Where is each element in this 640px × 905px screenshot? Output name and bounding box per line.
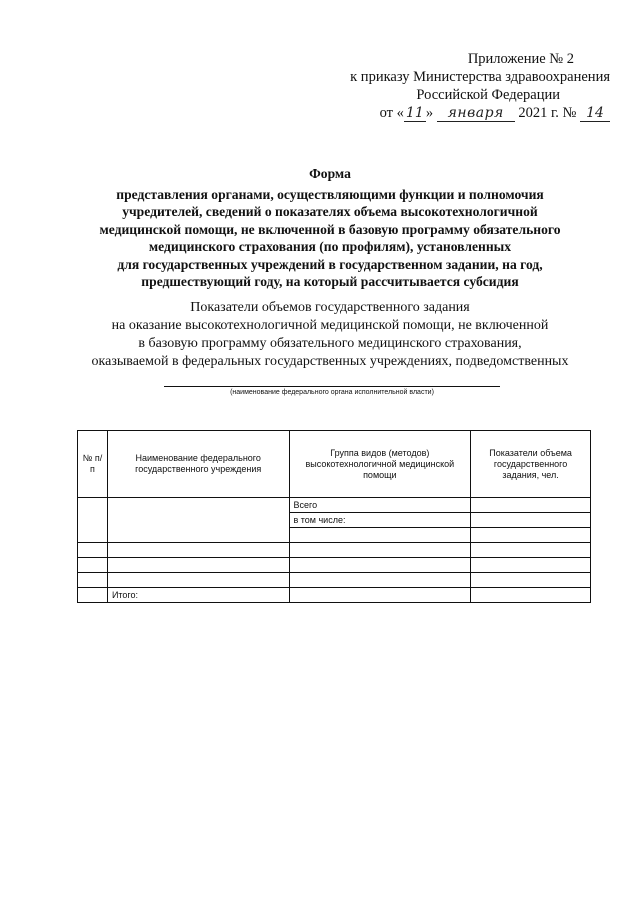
annex-date-line bbox=[310, 104, 610, 122]
cell-care-group bbox=[289, 528, 471, 543]
cell-volume bbox=[471, 558, 591, 573]
cell-institution bbox=[107, 573, 289, 588]
cell-volume bbox=[471, 513, 591, 528]
header-volume: Показатели объема государственного задания, чел. bbox=[471, 431, 591, 498]
annex-federation-line: Российской Федерации bbox=[416, 87, 560, 103]
cell-number bbox=[78, 558, 108, 573]
table-row bbox=[78, 573, 591, 588]
table-header-row bbox=[78, 431, 591, 498]
subtitle-line: на оказание высокотехнологичной медицинской помощи, не включенной bbox=[111, 318, 549, 333]
cell-volume bbox=[471, 498, 591, 513]
header-institution: Наименование федерального государственного учреждения bbox=[107, 431, 289, 498]
cell-number bbox=[78, 588, 108, 603]
subtitle-block bbox=[50, 299, 610, 371]
date-month-handwritten: января bbox=[437, 106, 515, 122]
cell-care-group bbox=[289, 588, 471, 603]
cell-care-group bbox=[289, 543, 471, 558]
form-title-line: учредителей, сведений о показателях объема высокотехнологичной bbox=[122, 204, 538, 219]
cell-care-group bbox=[289, 558, 471, 573]
date-year: 2021 г. № bbox=[518, 105, 577, 121]
cell-institution bbox=[107, 558, 289, 573]
indicators-table bbox=[77, 430, 591, 603]
table-row bbox=[78, 498, 591, 513]
cell-volume bbox=[471, 573, 591, 588]
cell-number bbox=[78, 573, 108, 588]
header-number: № п/п bbox=[78, 431, 108, 498]
cell-institution bbox=[107, 543, 289, 558]
cell-including-label: в том числе: bbox=[289, 513, 471, 528]
annex-title: Приложение № 2 bbox=[467, 51, 574, 67]
cell-care-group bbox=[289, 573, 471, 588]
cell-volume bbox=[471, 543, 591, 558]
date-mid: » bbox=[425, 105, 434, 121]
date-day-handwritten: 11 bbox=[404, 106, 426, 122]
form-title-line: для государственных учреждений в государственном задании, на год, bbox=[117, 256, 543, 272]
subtitle-line: Показатели объемов государственного задания bbox=[190, 300, 470, 315]
org-name-caption: (наименование федерального органа исполнительной власти) bbox=[230, 389, 434, 396]
form-title-line: медицинского страхования (по профилям), установленных bbox=[148, 239, 512, 254]
table-row bbox=[78, 558, 591, 573]
form-title-line: представления органами, осуществляющими функции и полномочия bbox=[116, 186, 544, 202]
cell-number bbox=[78, 498, 108, 543]
subtitle-line: оказываемой в федеральных государственных учреждениях, подведомственных bbox=[91, 354, 569, 369]
form-title-block bbox=[60, 165, 600, 291]
cell-total-label: Всего bbox=[289, 498, 471, 513]
table-row bbox=[78, 543, 591, 558]
date-prefix: от « bbox=[379, 105, 404, 121]
annex-order-line: к приказу Министерства здравоохранения bbox=[350, 69, 610, 85]
subtitle-line: в базовую программу обязательного медицинского страхования, bbox=[138, 336, 522, 351]
cell-volume bbox=[471, 588, 591, 603]
cell-institution bbox=[107, 498, 289, 543]
cell-total-footer: Итого: bbox=[107, 588, 289, 603]
header-care-group: Группа видов (методов) высокотехнологичной медицинской помощи bbox=[289, 431, 471, 498]
form-title-line: медицинской помощи, не включенной в базовую программу обязательного bbox=[99, 221, 561, 237]
cell-volume bbox=[471, 528, 591, 543]
annex-block bbox=[310, 50, 610, 122]
order-number-handwritten: 14 bbox=[580, 106, 610, 122]
form-title-line: предшествующий году, на который рассчитывается субсидия bbox=[141, 274, 519, 289]
table-footer-row bbox=[78, 588, 591, 603]
org-name-line bbox=[164, 386, 500, 387]
form-heading: Форма bbox=[309, 166, 351, 181]
cell-number bbox=[78, 543, 108, 558]
